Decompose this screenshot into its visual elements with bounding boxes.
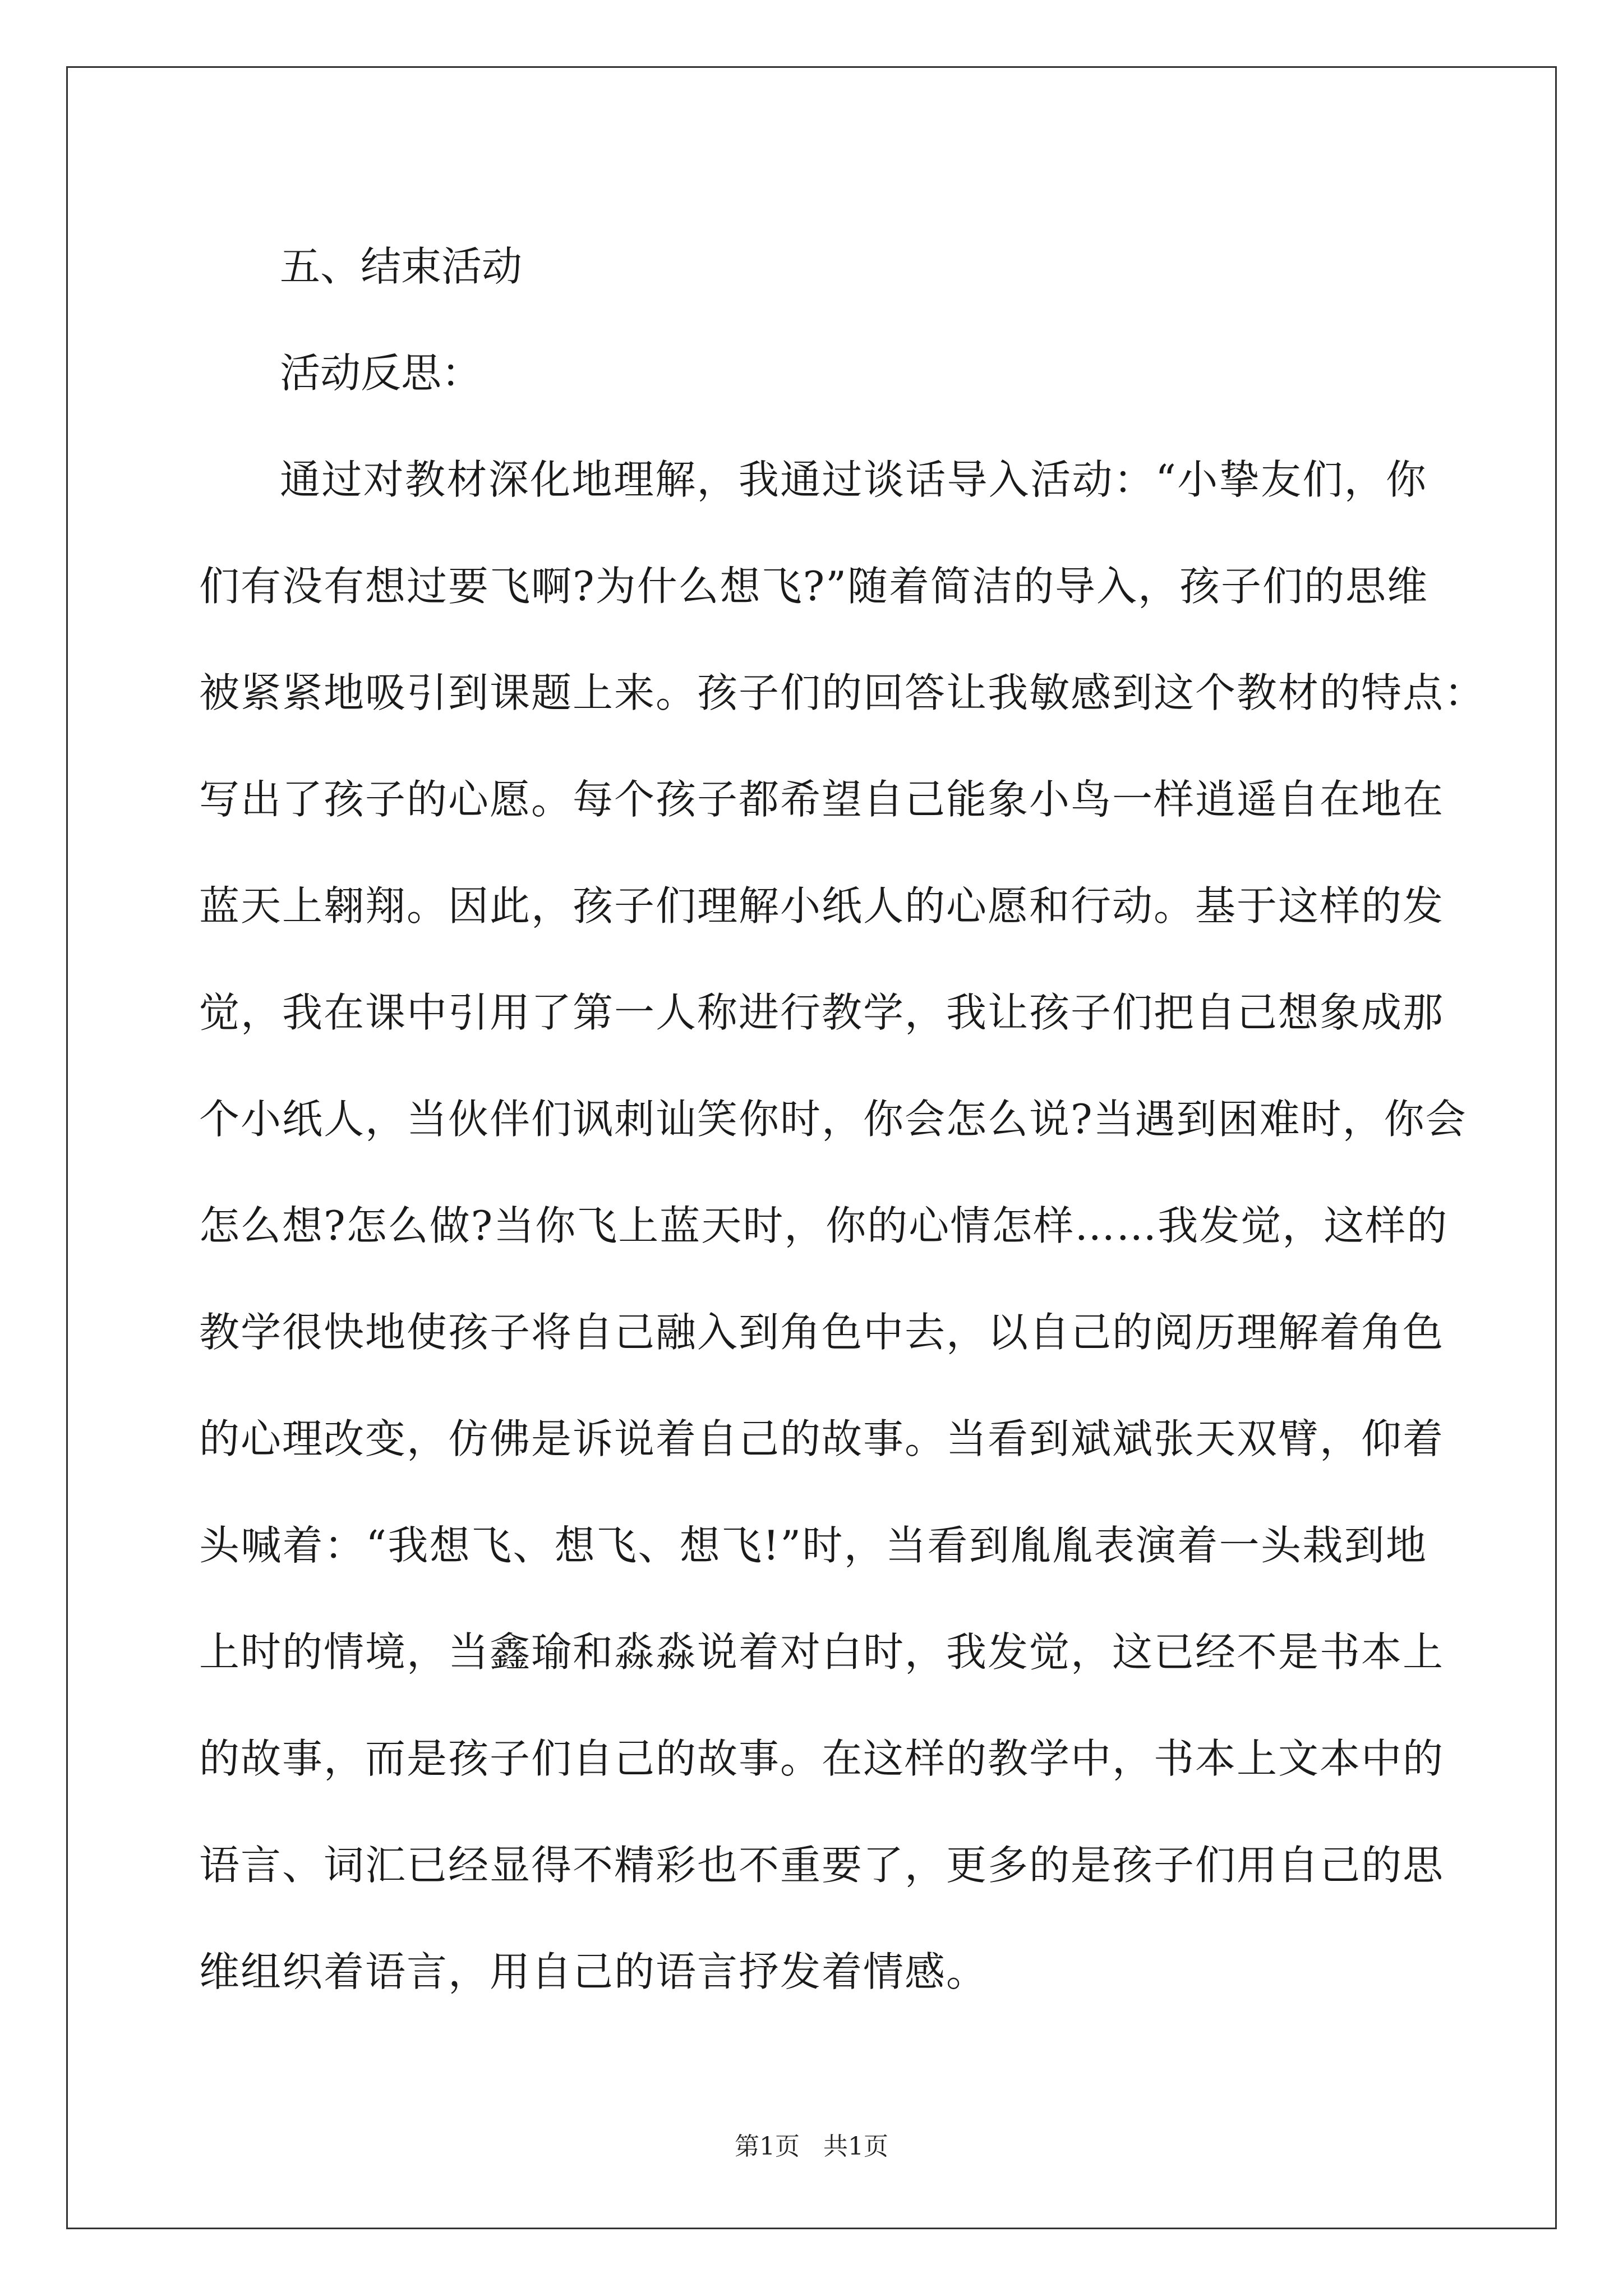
- reflection-heading: 活动反思：: [280, 349, 482, 397]
- reflection-paragraph: [199, 426, 1486, 2025]
- paragraph-line-last: 维组织着语言，用自己的语言抒发着情感。: [199, 1948, 988, 1995]
- paragraph-line: 蓝天上翱翔。因此，孩子们理解小纸人的心愿和行动。基于这样的发: [199, 882, 1445, 930]
- paragraph-line: 的故事，而是孩子们自己的故事。在这样的教学中，书本上文本中的: [199, 1735, 1445, 1782]
- paragraph-line: 觉，我在课中引用了第一人称进行教学，我让孩子们把自己想象成那: [199, 989, 1445, 1036]
- paragraph-line: 上时的情境，当鑫瑜和淼淼说着对白时，我发觉，这已经不是书本上: [199, 1628, 1445, 1676]
- paragraph-line: 们有没有想过要飞啊?为什么想飞?”随着简洁的导入，孩子们的思维: [199, 563, 1429, 610]
- paragraph-line: 语言、词汇已经显得不精彩也不重要了，更多的是孩子们用自己的思: [199, 1842, 1445, 1889]
- page-footer: 第1页 共1页: [735, 2132, 888, 2161]
- paragraph-line: 教学很快地使孩子将自己融入到角色中去，以自己的阅历理解着角色: [199, 1309, 1445, 1356]
- section-heading: 五、结束活动: [280, 243, 523, 290]
- paragraph-line: 写出了孩子的心愿。每个孩子都希望自己能象小鸟一样逍遥自在地在: [199, 776, 1445, 823]
- paragraph-line: 头喊着：“我想飞、想飞、想飞!”时，当看到胤胤表演着一头栽到地: [199, 1522, 1427, 1569]
- document-body: [199, 213, 1486, 2025]
- paragraph-line: 通过对教材深化地理解，我通过谈话导入活动：“小挚友们，你: [280, 456, 1427, 503]
- paragraph-line: 的心理改变，仿佛是诉说着自己的故事。当看到斌斌张天双臂，仰着: [199, 1415, 1445, 1462]
- paragraph-line: 怎么想?怎么做?当你飞上蓝天时，你的心情怎样……我发觉，这样的: [199, 1202, 1449, 1249]
- paragraph-line: 个小纸人，当伙伴们讽刺讪笑你时，你会怎么说?当遇到困难时，你会: [199, 1096, 1467, 1143]
- paragraph-line: 被紧紧地吸引到课题上来。孩子们的回答让我敏感到这个教材的特点：: [199, 669, 1486, 716]
